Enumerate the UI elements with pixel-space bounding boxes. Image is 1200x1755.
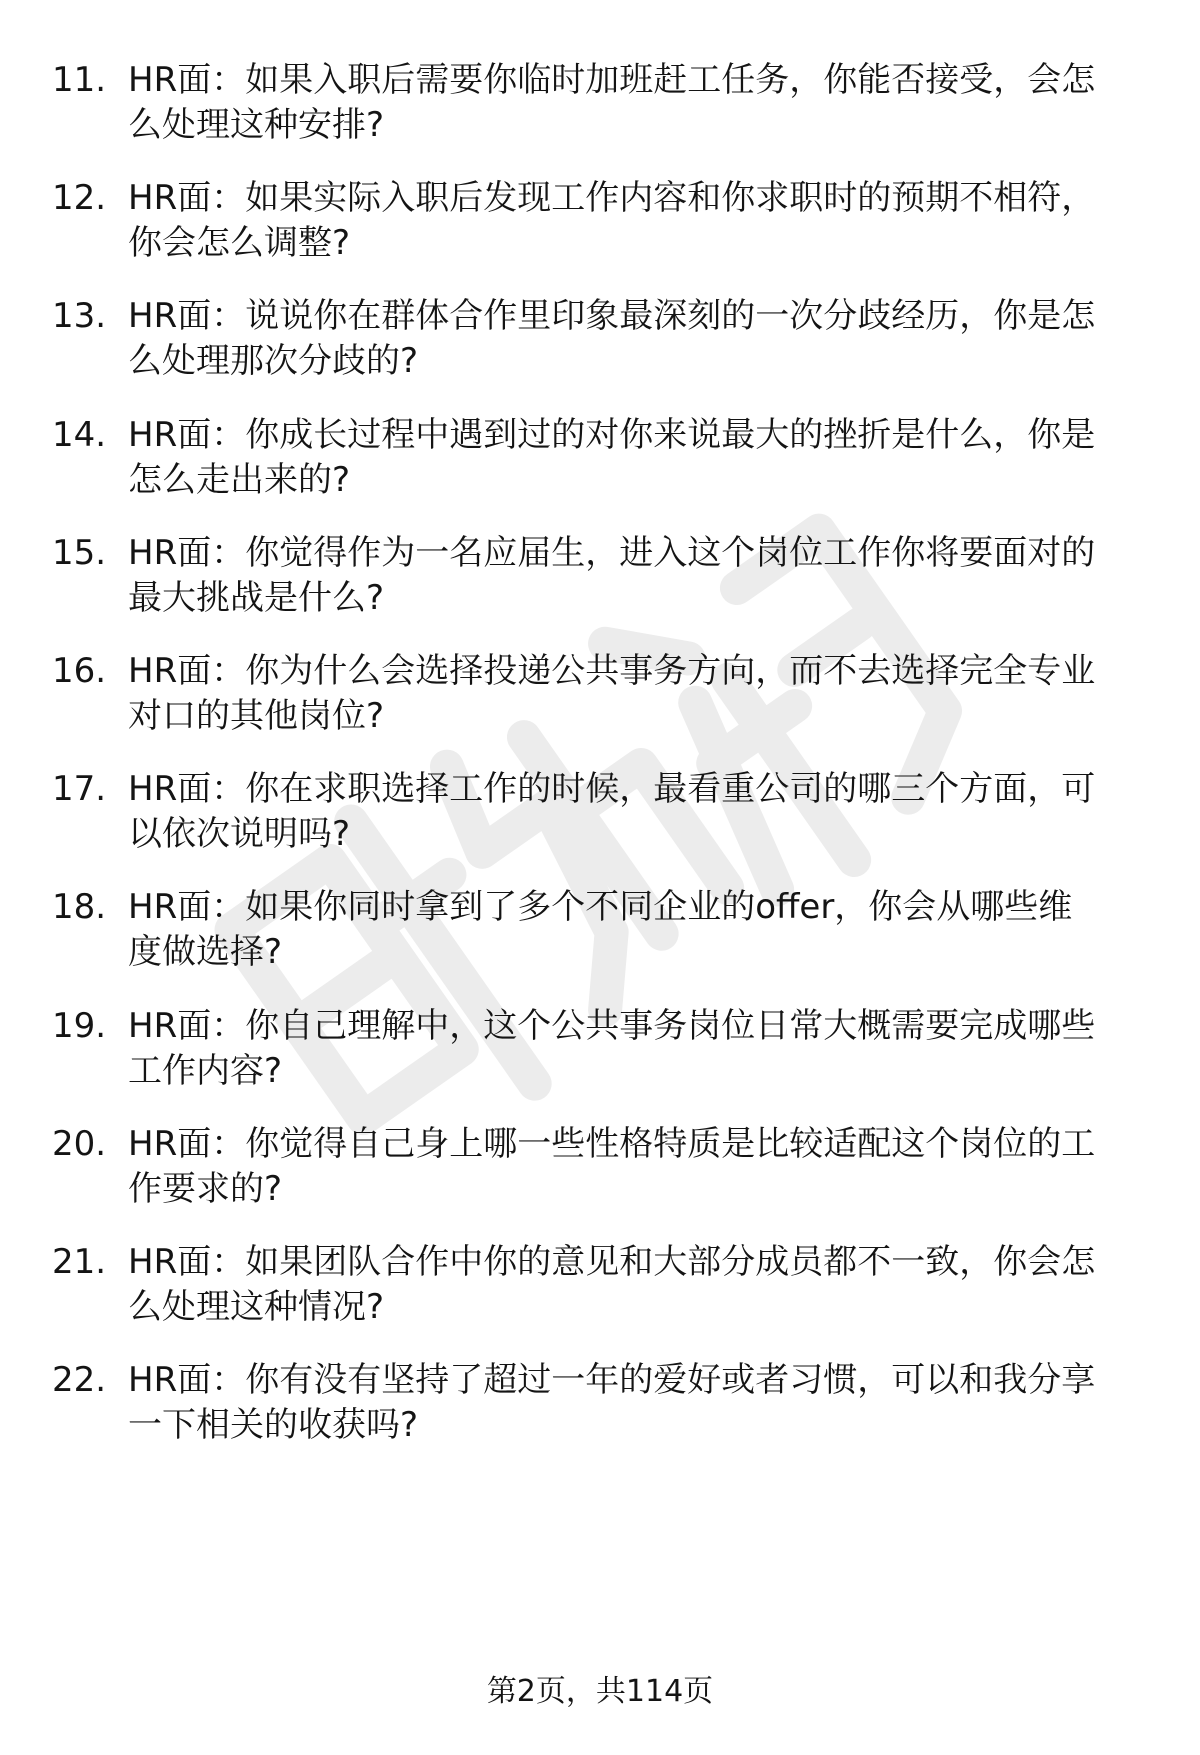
question-number: 12. xyxy=(52,178,107,219)
question-text-line: 工作内容? xyxy=(128,1050,283,1091)
question-text-line: 么处理这种情况? xyxy=(128,1287,385,1327)
question-number: 20. xyxy=(52,1123,107,1164)
question-number: 22. xyxy=(52,1360,107,1401)
question-text-line: HR面：你自己理解中，这个公共事务岗位日常大概需要完成哪些 xyxy=(128,1005,1096,1046)
question-text-line: 作要求的? xyxy=(128,1168,283,1209)
question-text-line: 怎么走出来的? xyxy=(128,459,351,500)
question-text xyxy=(128,58,1158,148)
question-text-line: HR面：如果团队合作中你的意见和大部分成员都不一致，你会怎 xyxy=(128,1242,1096,1282)
question-text-line: HR面：如果实际入职后发现工作内容和你求职时的预期不相符， xyxy=(128,178,1096,219)
question-item xyxy=(0,294,1200,394)
question-text-line: HR面：你觉得作为一名应届生，进入这个岗位工作你将要面对的 xyxy=(128,532,1096,573)
question-item xyxy=(0,1004,1200,1104)
question-text-line: HR面：如果入职后需要你临时加班赶工任务，你能否接受，会怎 xyxy=(128,60,1096,100)
question-text xyxy=(128,1240,1158,1330)
question-text xyxy=(128,1358,1158,1448)
question-text xyxy=(128,649,1158,739)
question-number: 11. xyxy=(52,60,107,100)
question-text-line: 么处理那次分歧的? xyxy=(128,341,419,382)
question-text-line: 最大挑战是什么? xyxy=(128,577,385,618)
question-item xyxy=(0,767,1200,867)
question-number: 21. xyxy=(52,1242,107,1282)
question-text-line: 你会怎么调整? xyxy=(128,223,351,264)
question-number: 13. xyxy=(52,296,107,337)
question-text-line: HR面：你觉得自己身上哪一些性格特质是比较适配这个岗位的工 xyxy=(128,1123,1096,1164)
question-text xyxy=(128,531,1158,621)
question-number: 14. xyxy=(52,414,107,455)
question-number: 18. xyxy=(52,887,107,928)
question-text xyxy=(128,176,1158,266)
question-number: 17. xyxy=(52,769,107,810)
question-item xyxy=(0,176,1200,276)
question-text-line: HR面：你有没有坚持了超过一年的爱好或者习惯，可以和我分享 xyxy=(128,1360,1096,1401)
question-text-line: 么处理这种安排? xyxy=(128,105,385,145)
question-text xyxy=(128,1122,1158,1212)
question-text-line: 一下相关的收获吗? xyxy=(128,1405,419,1446)
question-number: 15. xyxy=(52,532,107,573)
question-text-line: 对口的其他岗位? xyxy=(128,696,385,736)
question-text-line: HR面：如果你同时拿到了多个不同企业的offer，你会从哪些维 xyxy=(128,887,1073,928)
question-item xyxy=(0,885,1200,985)
question-text-line: HR面：你成长过程中遇到过的对你来说最大的挫折是什么，你是 xyxy=(128,414,1096,455)
question-text xyxy=(128,413,1158,503)
page-footer: 第2页，共114页 xyxy=(486,1674,714,1709)
question-text xyxy=(128,1004,1158,1094)
question-text-line: 以依次说明吗? xyxy=(128,814,351,855)
question-item xyxy=(0,58,1200,158)
question-text-line: HR面：你在求职选择工作的时候，最看重公司的哪三个方面，可 xyxy=(128,769,1096,810)
question-item xyxy=(0,413,1200,513)
question-text-line: 度做选择? xyxy=(128,932,283,973)
question-text xyxy=(128,885,1158,975)
question-text xyxy=(128,767,1158,857)
question-text-line: HR面：说说你在群体合作里印象最深刻的一次分歧经历，你是怎 xyxy=(128,296,1096,337)
question-item xyxy=(0,1122,1200,1222)
question-text-line: HR面：你为什么会选择投递公共事务方向，而不去选择完全专业 xyxy=(128,651,1096,691)
question-item xyxy=(0,1240,1200,1340)
question-item xyxy=(0,1358,1200,1458)
question-number: 16. xyxy=(52,651,107,691)
question-number: 19. xyxy=(52,1005,107,1046)
question-item xyxy=(0,531,1200,631)
question-item xyxy=(0,649,1200,749)
question-text xyxy=(128,294,1158,384)
